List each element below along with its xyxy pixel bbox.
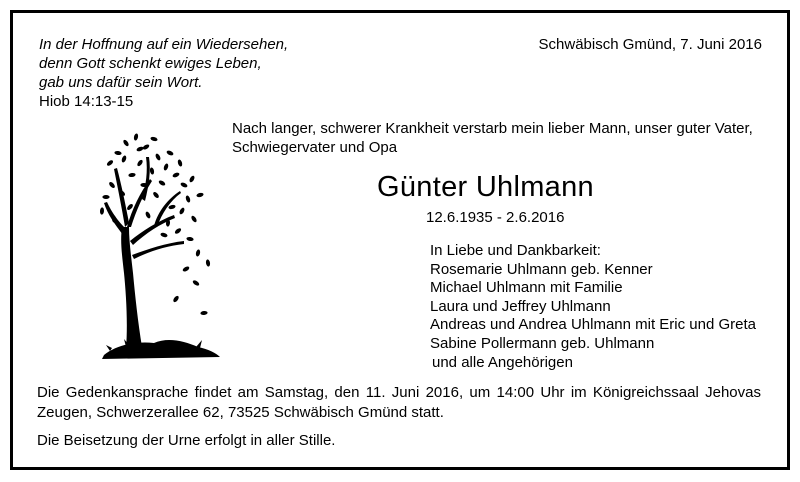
mourner-name: Laura und Jeffrey Uhlmann: [430, 297, 611, 315]
leaf: [174, 227, 182, 235]
intro-line-1: Nach langer, schwerer Krankheit verstarb mein lieber Mann, unser guter Vater,: [232, 120, 753, 137]
mourners-heading: In Liebe und Dankbarkeit:: [430, 242, 601, 259]
intro-text: [232, 119, 753, 157]
quote-line-1: In der Hoffnung auf ein Wiedersehen,: [39, 36, 289, 53]
leaf: [128, 173, 136, 178]
mourner-name: Andreas und Andrea Uhlmann mit Eric und Greta: [430, 316, 757, 334]
leaf: [186, 236, 194, 241]
leaf: [177, 159, 183, 167]
ceremony-line-2: Zeugen, Schwerzerallee 62, 73525 Schwäbisch Gmünd statt.: [37, 403, 444, 421]
leaf: [179, 207, 186, 215]
leaf: [200, 311, 208, 316]
leaf: [195, 249, 201, 257]
leaf: [158, 179, 166, 186]
mourner-name: Michael Uhlmann mit Familie: [430, 279, 623, 297]
leaf: [160, 232, 168, 238]
leaf: [142, 143, 150, 150]
leaf: [136, 146, 144, 152]
leaf: [190, 215, 197, 223]
leaf: [149, 167, 154, 175]
quote-line-3: gab uns dafür sein Wort.: [39, 74, 203, 91]
life-dates: 12.6.1935 - 2.6.2016: [426, 209, 565, 226]
leaf: [121, 155, 127, 163]
leaf: [166, 150, 174, 157]
leaf: [155, 153, 162, 161]
leaf: [108, 181, 116, 189]
leaf: [150, 136, 158, 142]
leaf: [180, 182, 188, 189]
leaf: [133, 133, 138, 141]
leaf: [106, 159, 114, 167]
leaf: [205, 259, 210, 267]
leaf: [192, 279, 200, 286]
mourner-name: Sabine Pollermann geb. Uhlmann: [430, 334, 655, 352]
tree-silhouette-icon: [96, 123, 224, 363]
leaf: [114, 151, 122, 156]
intro-line-2: Schwiegervater und Opa: [232, 139, 398, 156]
leaf: [100, 207, 104, 214]
leaf: [126, 203, 134, 211]
place-date: Schwäbisch Gmünd, 7. Juni 2016: [538, 36, 762, 53]
leaf: [189, 175, 196, 183]
leaf: [196, 192, 204, 198]
leaf: [163, 163, 169, 171]
ceremony-line-1: Die Gedenkansprache findet am Samstag, den 11. Juni 2016, um 14:00 Uhr im Königreichssaal Jehovas: [37, 384, 761, 401]
quote-source: Hiob 14:13-15: [39, 93, 134, 110]
leaf: [182, 265, 190, 272]
leaf: [122, 139, 129, 147]
quote-line-2: denn Gott schenkt ewiges Leben,: [39, 55, 262, 72]
deceased-name: Günter Uhlmann: [377, 171, 594, 203]
ceremony-notice: [37, 383, 761, 422]
bible-quote: [39, 35, 288, 111]
leaf: [172, 295, 180, 303]
leaf: [102, 195, 109, 199]
mourners-list: [430, 242, 756, 372]
leaf: [136, 159, 143, 167]
leaf: [168, 204, 176, 210]
mourner-name: und alle Angehörigen: [432, 353, 573, 371]
mourner-name: Rosemarie Uhlmann geb. Kenner: [430, 260, 653, 278]
leaf: [185, 195, 191, 203]
leaf: [152, 191, 160, 199]
leaf: [145, 211, 152, 219]
burial-notice: Die Beisetzung der Urne erfolgt in aller Stille.: [37, 432, 336, 449]
leaf: [172, 172, 180, 178]
